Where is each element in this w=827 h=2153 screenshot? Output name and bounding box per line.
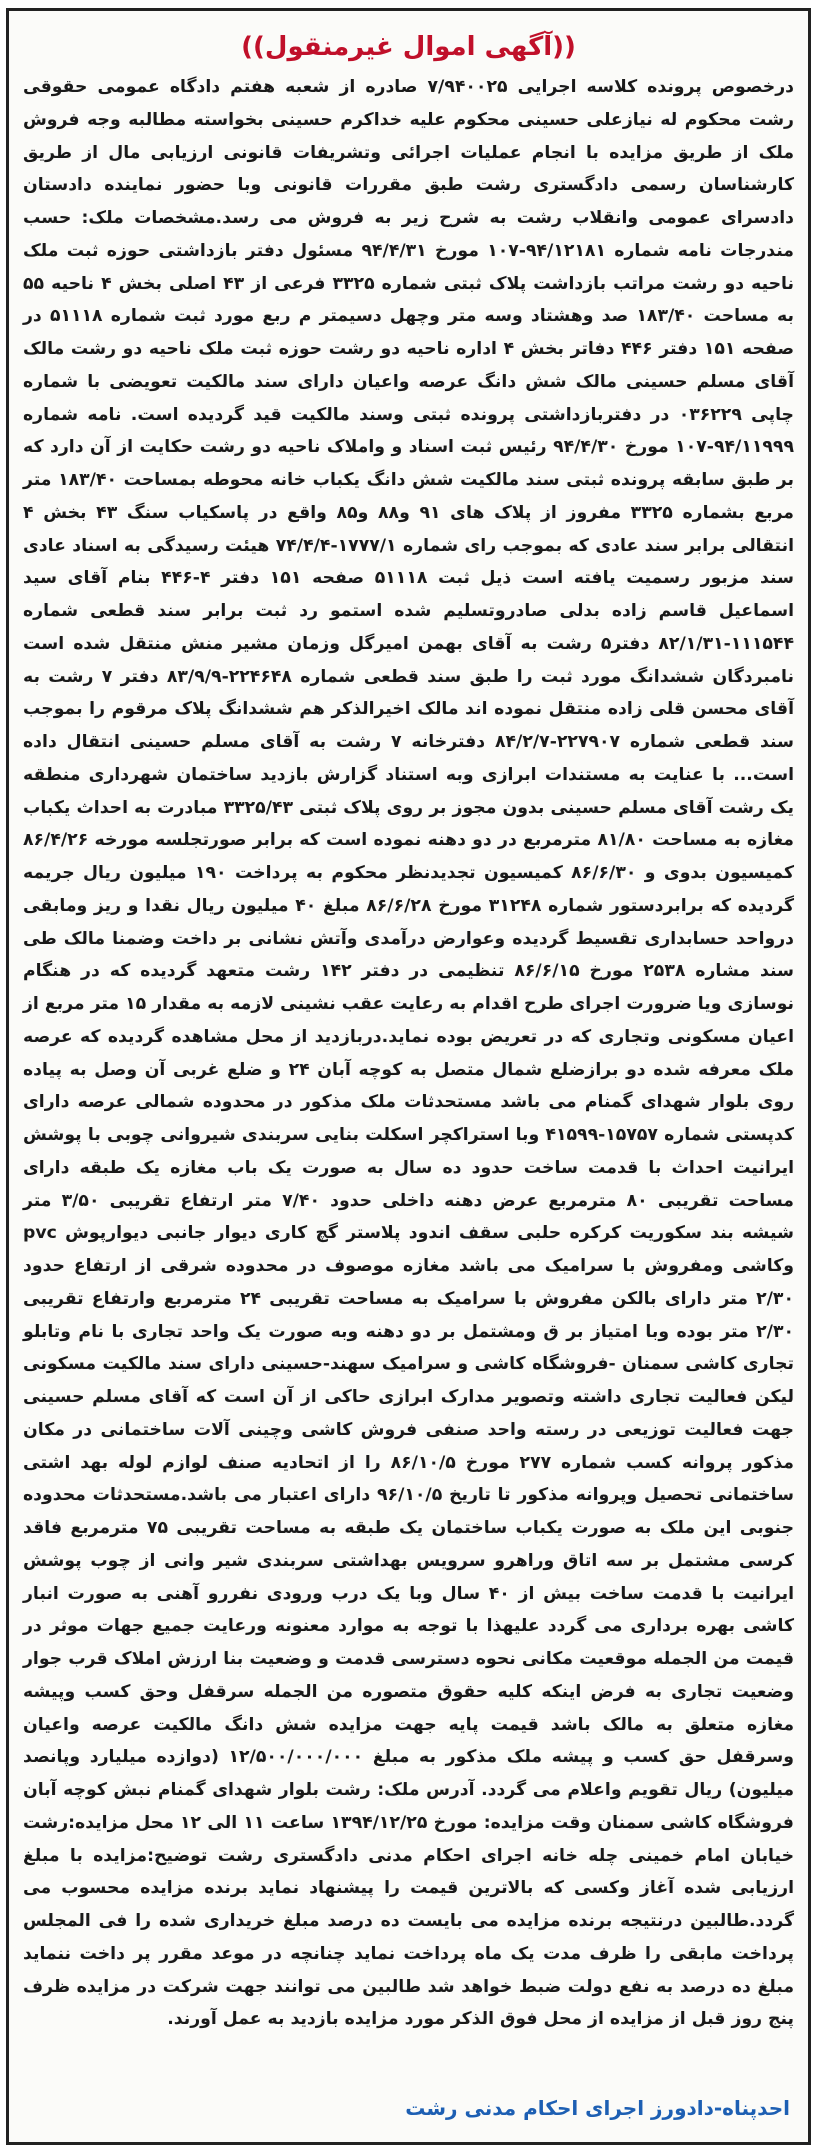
- notice-signature: احدپناه-دادورز اجرای احکام مدنی رشت: [405, 2096, 790, 2120]
- notice-content: [23, 25, 794, 2128]
- notice-title: ((آگهی اموال غیرمنقول)): [241, 32, 576, 62]
- notice-frame: [6, 8, 811, 2145]
- notice-body: درخصوص پرونده کلاسه اجرایی ۷/۹۴۰۰۲۵ صادره از شعبه هفتم دادگاه عمومی حقوقی رشت محکوم له نیازعلی حسینی محکوم علیه خداکرم حسینی بخواسته مطالبه وجه فروش ملک از طریق مزایده با انجام عملیات اجرائی وتشریفات قانونی ارزیابی مال از طریق کارشناسان رسمی دادگستری رشت طبق مقررات قانونی وبا حضور نماینده دادستان دادسرای عمومی وانقلاب رشت به شرح زیر به فروش می رسد.مشخصات ملک: حسب مندرجات نامه شماره ۹۴/۱۲۱۸۱-۱۰۷ مورخ ۹۴/۴/۳۱ مسئول دفتر بازداشتی حوزه ثبت ملک ناحیه دو رشت مراتب بازداشت پلاک ثبتی شماره ۳۳۲۵ فرعی از ۴۳ اصلی بخش ۴ ناحیه ۵۵ به مساحت ۱۸۳/۴۰ صد وهشتاد وسه متر وچهل دسیمتر م ربع مورد ثبت شماره ۵۱۱۱۸ در صفحه ۱۵۱ دفتر ۴۴۶ دفاتر بخش ۴ اداره ناحیه دو رشت حوزه ثبت ملک ناحیه دو رشت مالک آقای مسلم حسینی مالک شش دانگ عرصه واعیان دارای سند مالکیت تعویضی با شماره چاپی ۰۳۶۲۲۹ در دفتربازداشتی پرونده ثبتی وسند مالکیت قید گردیده است. نامه شماره ۹۴/۱۱۹۹۹-۱۰۷ مورخ ۹۴/۴/۳۰ رئیس ثبت اسناد و واملاک ناحیه دو رشت حکایت از آن دارد که بر طبق سابقه پرونده ثبتی سند مالکیت شش دانگ یکباب خانه محوطه بمساحت ۱۸۳/۴۰ متر مربع بشماره ۳۳۲۵ مفروز از پلاک های ۹۱ و۸۸ و۸۵ واقع در پاسکیاب سنگ ۴۳ بخش ۴ انتقالی برابر سند عادی که بموجب رای شماره ۱۷۷۷/۱-۷۴/۴/۴ هیئت رسیدگی به اسناد عادی سند مزبور رسمیت یافته است ذیل ثبت ۵۱۱۱۸ صفحه ۱۵۱ دفتر ۴-۴۴۶ بنام آقای سید اسماعیل قاسم زاده بدلی صادروتسلیم شده استمو رد ثبت برابر سند قطعی شماره ۱۱۱۵۴۴-۸۲/۱/۳۱ دفتر۵ رشت به آقای بهمن امیرگل وزمان مشیر منش منتقل شده است نامبردگان ششدانگ مورد ثبت را طبق سند قطعی شماره ۲۲۴۶۴۸-۸۳/۹/۹ دفتر ۷ رشت به آقای محسن قلی زاده منتقل نموده اند مالک اخیرالذکر هم ششدانگ پلاک مرقوم را بموجب سند قطعی شماره ۲۲۷۹۰۷-۸۴/۲/۷ دفترخانه ۷ رشت به آقای مسلم حسینی انتقال داده است... با عنایت به مستندات ابرازی وبه استناد گزارش بازدید ساختمان شهرداری منطقه یک رشت آقای مسلم حسینی بدون مجوز بر روی پلاک ثبتی ۳۳۲۵/۴۳ مبادرت به احداث یکباب مغازه به مساحت ۸۱/۸۰ مترمربع در دو دهنه نموده است که برابر صورتجلسه مورخه ۸۶/۴/۲۶ کمیسیون بدوی و ۸۶/۶/۳۰ کمیسیون تجدیدنظر محکوم به پرداخت ۱۹۰ میلیون ریال جریمه گردیده که برابردستور شماره ۳۱۲۴۸ مورخ ۸۶/۶/۲۸ مبلغ ۴۰ میلیون ریال نقدا و ریز ومابقی درواحد حسابداری تقسیط گردیده وعوارض درآمدی وآتش نشانی بر داخت وضمنا مالک طی سند مشاره ۲۵۳۸ مورخ ۸۶/۶/۱۵ تنظیمی در دفتر ۱۴۲ رشت متعهد گردیده که در هنگام نوسازی ویا ضرورت اجرای طرح اقدام به رعایت عقب نشینی لازمه به مقدار ۱۵ متر مربع از اعیان مسکونی وتجاری که در تعریض بوده نماید.دربازدید از محل مشاهده گردیده که عرصه ملک معرفه شده دو برازضلع شمال متصل به کوچه آبان ۲۴ و ضلع غربی آن وصل به پیاده روی بلوار شهدای گمنام می باشد مستحدثات ملک مذکور در محدوده شمالی عرصه دارای کدپستی شماره ۱۵۷۵۷-۴۱۵۹۹ وبا استراکچر اسکلت بنایی سربندی شیروانی چوبی با پوشش ایرانیت احداث با قدمت ساخت حدود ده سال به صورت یک باب مغازه یک طبقه دارای مساحت تقریبی ۸۰ مترمربع عرض دهنه داخلی حدود ۷/۴۰ متر ارتفاع تقریبی ۳/۵۰ متر شیشه بند سکوریت کرکره حلبی سقف اندود پلاستر گچ کاری دیوار جانبی دیوارپوش pvc وکاشی ومفروش با سرامیک می باشد مغازه موصوف در محدوده شرقی از ارتفاع حدود ۲/۳۰ متر دارای بالکن مفروش با سرامیک به مساحت تقریبی ۲۴ مترمربع وارتفاع تقریبی ۲/۳۰ متر بوده وبا امتیاز بر ق ومشتمل بر دو دهنه وبه صورت یک واحد تجاری با نام وتابلو تجاری کاشی سمنان -فروشگاه کاشی و سرامیک سهند-حسینی دارای سند مالکیت مسکونی لیکن فعالیت تجاری داشته وتصویر مدارک ابرازی حاکی از آن است که آقای مسلم حسینی جهت فعالیت توزیعی در رسته واحد صنفی فروش کاشی وچینی آلات ساختمانی در مکان مذکور پروانه کسب شماره ۲۷۷ مورخ ۸۶/۱۰/۵ را از اتحادیه صنف لوازم لوله بهد اشتی ساختمانی تحصیل وپروانه مذکور تا تاریخ ۹۶/۱۰/۵ دارای اعتبار می باشد.مستحدثات محدوده جنوبی این ملک به صورت یکباب ساختمان یک طبقه به مساحت تقریبی ۷۵ مترمربع فاقد کرسی مشتمل بر سه اتاق وراهرو سرویس بهداشتی سربندی شیر وانی از چوب پوشش ایرانیت با قدمت ساخت بیش از ۴۰ سال وبا یک درب ورودی نفررو آهنی به صورت انبار کاشی بهره برداری می گردد علیهذا با توجه به موارد معنونه ورعایت جمیع جهات موثر در قیمت من الجمله موقعیت مکانی نحوه دسترسی قدمت و وضعیت بنا ارزش املاک قرب جوار وضعیت تجاری به فرض اینکه کلیه حقوق متصوره من الجمله سرقفل وحق کسب وپیشه مغازه متعلق به مالک باشد قیمت پایه جهت مزایده شش دانگ مالکیت عرصه واعیان وسرقفل حق کسب و پیشه ملک مذکور به مبلغ ۱۲/۵۰۰/۰۰۰/۰۰۰ (دوازده میلیارد وپانصد میلیون) ریال تقویم واعلام می گردد. آدرس ملک: رشت بلوار شهدای گمنام نبش کوچه آبان فروشگاه کاشی سمنان وقت مزایده: مورخ ۱۳۹۴/۱۲/۲۵ ساعت ۱۱ الی ۱۲ محل مزایده:رشت خیابان امام خمینی چله خانه اجرای احکام مدنی دادگستری رشت توضیح:مزایده با مبلغ ارزیابی شده آغاز وکسی که بالاترین قیمت را پیشنهاد نماید برنده مزایده محسوب می گردد.طالبین درنتیجه برنده مزایده می بایست ده درصد مبلغ خریداری شده را فی المجلس پرداخت مابقی را ظرف مدت یک ماه پرداخت نماید چنانچه در موعد مقرر پر داخت ننماید مبلغ ده درصد به نفع دولت ضبط خواهد شد طالبین می توانند جهت شرکت در مزایده ظرف پنج روز قبل از مزایده از محل فوق الذکر مورد مزایده بازدید به عمل آورند.: [23, 77, 795, 2030]
